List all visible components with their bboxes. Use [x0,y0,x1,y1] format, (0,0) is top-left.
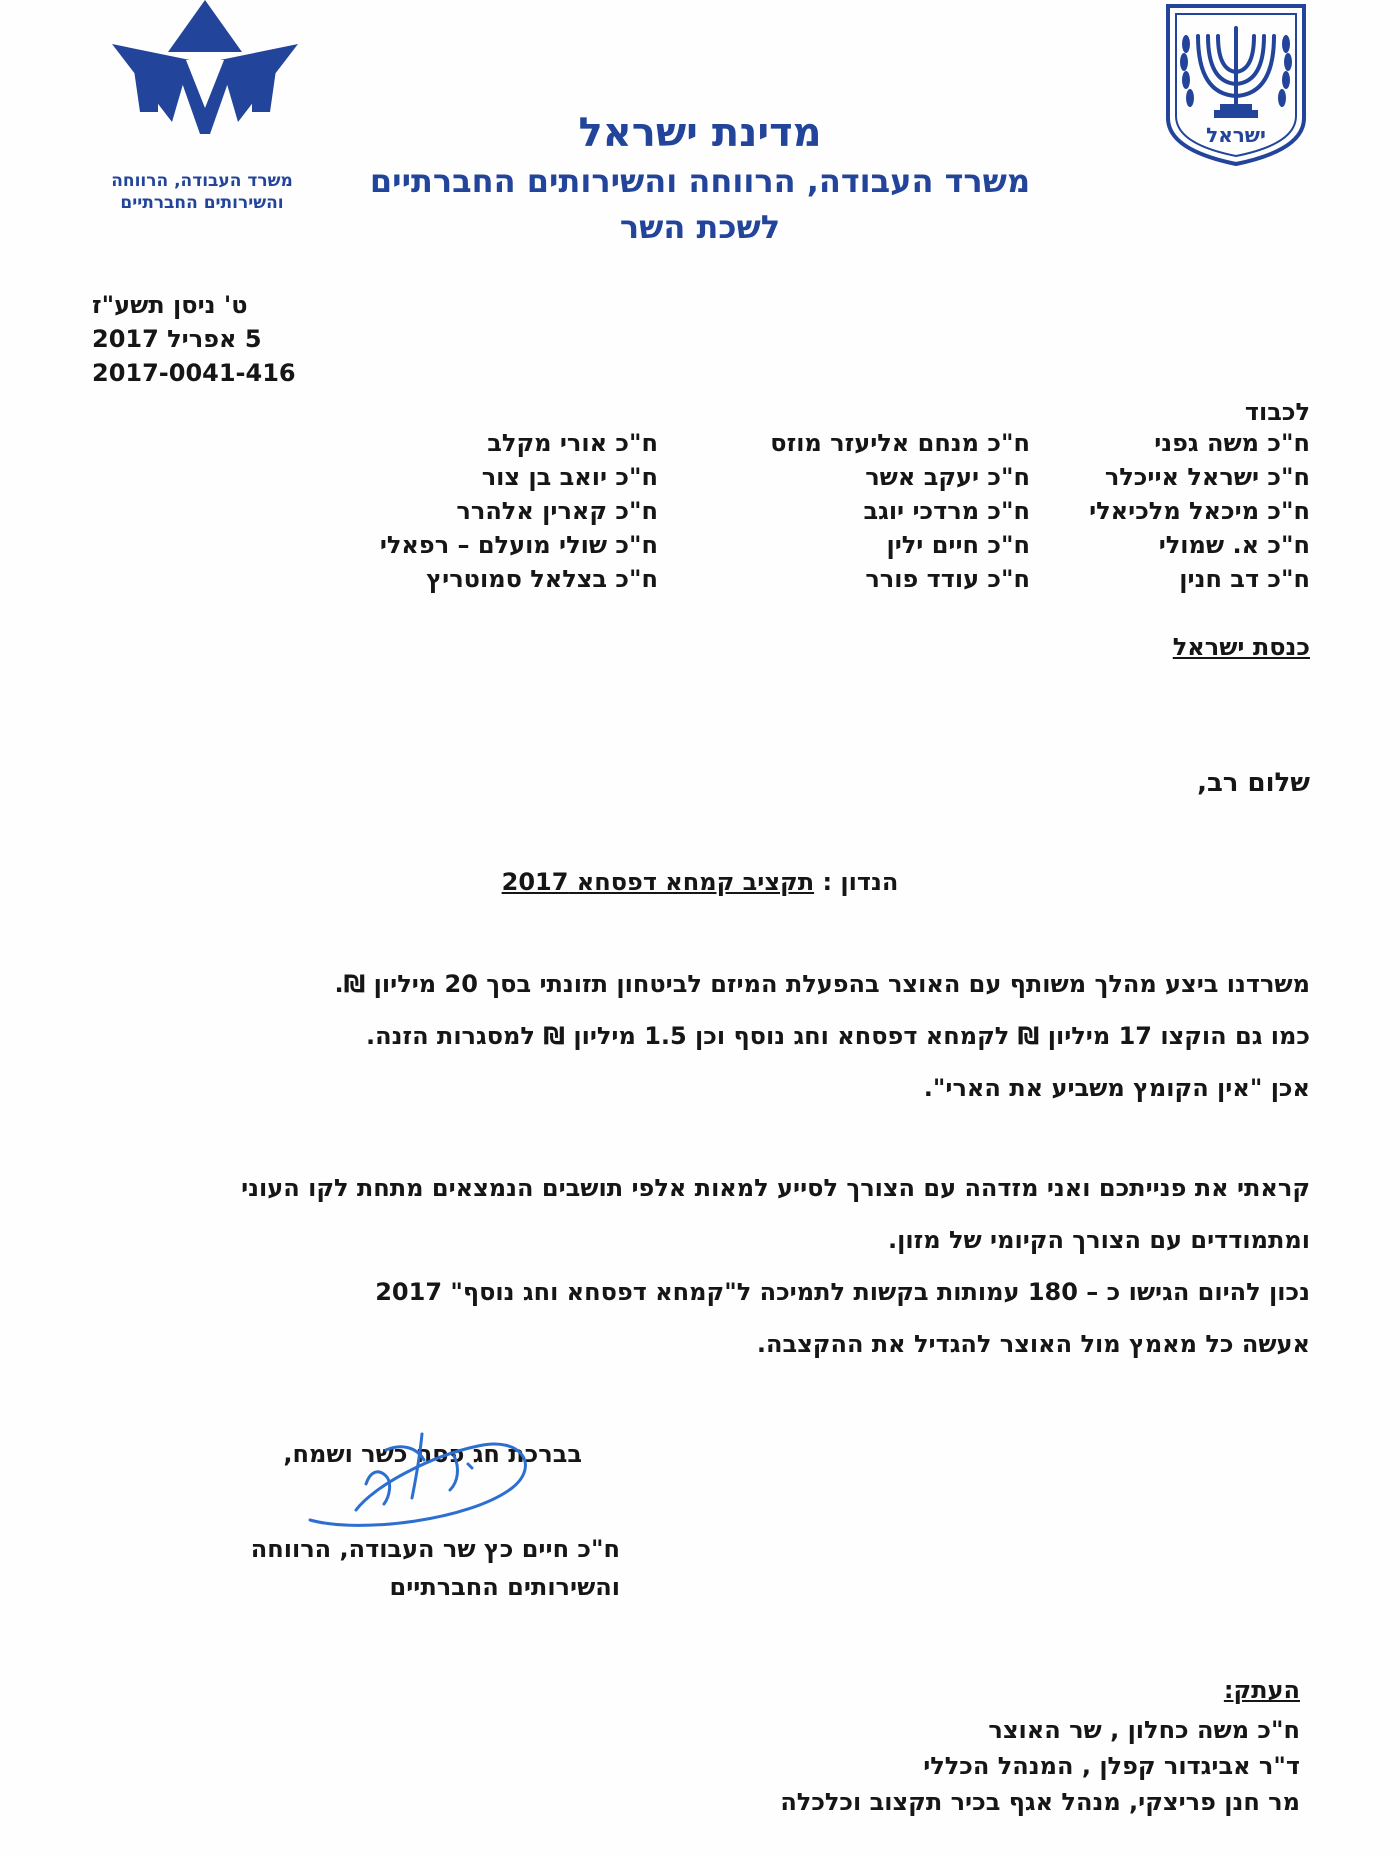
greeting: שלום רב, [1197,768,1310,798]
body-paragraph-1-line-2: כמו גם הוקצו 17 מיליון ₪ לקמחא דפסחא וחג נוסף וכן 1.5 מיליון ₪ למסגרות הזנה. [365,1022,1310,1050]
ministry-logo-line2: והשירותים החברתיים [120,193,284,213]
hebrew-date: ט' ניסן תשע"ז [92,291,248,319]
recipient: ח"כ מרדכי יוגב [863,497,1030,525]
recipient: ח"כ יואב בן צור [481,463,658,491]
recipients-column-3 [358,426,658,596]
recipient: ח"כ מנחם אליעזר מוזס [770,429,1030,457]
subject-label: הנדון : [822,868,899,896]
body-paragraph-1-line-3: אכן "אין הקומץ משביע את הארי". [923,1074,1310,1102]
closing-blessing: בברכת חג פסח כשר ושמח, [283,1440,582,1468]
recipient: ח"כ מיכאל מלכיאלי [1089,497,1310,525]
gregorian-date: 5 אפריל 2017 [92,325,262,353]
recipients-column-2 [710,426,1030,596]
recipient: ח"כ שולי מועלם – רפאלי [379,531,658,559]
body-paragraph-1-line-1: משרדנו ביצע מהלך משותף עם האוצר בהפעלת המיזם לביטחון תזונתי בסך 20 מיליון ₪. [334,970,1310,998]
recipients-column-1 [1050,426,1310,596]
office-name: לשכת השר [619,208,781,246]
body-paragraph-2-line-3: נכון להיום הגישו כ – 180 עמותות בקשות לתמיכה ל"קמחא דפסחא וחג נוסף" 2017 [375,1278,1310,1306]
recipient: ח"כ אורי מקלב [487,429,658,457]
recipient: ח"כ משה גפני [1154,429,1310,457]
cc-label: העתק: [1223,1676,1300,1704]
recipient: ח"כ דב חנין [1179,565,1310,593]
knesset-label: כנסת ישראל [1172,633,1310,661]
cc-list [780,1712,1300,1820]
cc-item: ח"כ משה כחלון , שר האוצר [988,1716,1300,1744]
recipient: ח"כ א. שמולי [1158,531,1310,559]
subject-value: תקציב קמחא דפסחא 2017 [501,868,815,896]
recipient: ח"כ יעקב אשר [865,463,1030,491]
recipient: ח"כ חיים ילין [886,531,1030,559]
body-paragraph-2-line-2: ומתמודדים עם הצורך הקיומי של מזון. [888,1226,1310,1254]
recipient: ח"כ עודד פורר [865,565,1030,593]
subject-line [300,868,1100,896]
body-paragraph-2-line-1: קראתי את פנייתכם ואני מזדהה עם הצורך לסייע למאות אלפי תושבים הנמצאים מתחת לקו העוני [241,1174,1310,1202]
ministry-logo-icon [112,0,298,168]
ministry-logo-line1: משרד העבודה, הרווחה [111,171,293,191]
recipient: ח"כ קארין אלהרר [456,497,658,525]
cc-item: ד"ר אביגדור קפלן , המנהל הכללי [923,1752,1300,1780]
ministry-name: משרד העבודה, הרווחה והשירותים החברתיים [369,162,1031,200]
signer-block [251,1530,620,1606]
signer-line-2: והשירותים החברתיים [389,1573,620,1601]
ministry-logo-text [92,170,312,214]
cc-item: מר חנן פריצקי, מנהל אגף בכיר תקצוב וכלכלה [780,1788,1300,1816]
state-emblem-icon [1160,0,1312,168]
letterhead [300,108,1100,250]
date-block [92,288,332,390]
signer-line-1: ח"כ חיים כץ שר העבודה, הרווחה [250,1535,620,1563]
reference-number: 2017-0041-416 [92,359,296,387]
body-paragraph-2-line-4: אעשה כל מאמץ מול האוצר להגדיל את ההקצבה. [756,1330,1310,1358]
to-label: לכבוד [1244,398,1310,426]
handwritten-signature [300,1424,550,1544]
emblem-text: ישראל [1206,123,1266,147]
recipient: ח"כ ישראל אייכלר [1104,463,1310,491]
recipient: ח"כ בצלאל סמוטריץ [426,565,658,593]
state-name: מדינת ישראל [578,110,822,156]
